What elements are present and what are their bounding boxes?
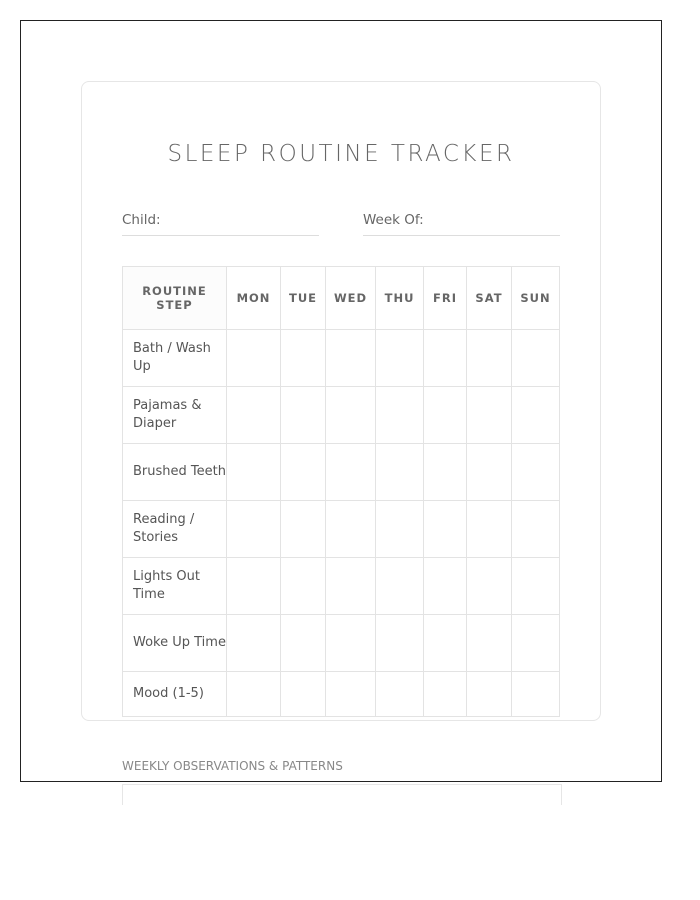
check-cell[interactable] [281, 501, 326, 558]
check-cell[interactable] [467, 387, 512, 444]
check-cell[interactable] [376, 615, 424, 672]
check-cell[interactable] [512, 672, 560, 717]
header-row [123, 267, 560, 330]
routine-step-label: Bath / Wash Up [123, 330, 227, 387]
check-cell[interactable] [467, 558, 512, 615]
check-cell[interactable] [376, 501, 424, 558]
check-cell[interactable] [281, 330, 326, 387]
check-cell[interactable] [424, 615, 467, 672]
check-cell[interactable] [467, 330, 512, 387]
check-cell[interactable] [281, 558, 326, 615]
table-row [123, 615, 560, 672]
routine-step-label: Reading / Stories [123, 501, 227, 558]
check-cell[interactable] [227, 501, 281, 558]
check-cell[interactable] [326, 672, 376, 717]
check-cell[interactable] [424, 558, 467, 615]
check-cell[interactable] [227, 444, 281, 501]
child-label: Child: [122, 212, 161, 228]
table-row [123, 330, 560, 387]
check-cell[interactable] [424, 672, 467, 717]
column-header: TUE [281, 267, 326, 330]
table-row [123, 558, 560, 615]
check-cell[interactable] [326, 501, 376, 558]
check-cell[interactable] [376, 330, 424, 387]
observations-box[interactable] [122, 784, 562, 805]
check-cell[interactable] [376, 672, 424, 717]
table-row [123, 501, 560, 558]
check-cell[interactable] [326, 330, 376, 387]
routine-step-label: Brushed Teeth [123, 444, 227, 501]
check-cell[interactable] [512, 615, 560, 672]
column-header: WED [326, 267, 376, 330]
check-cell[interactable] [512, 444, 560, 501]
table-row [123, 387, 560, 444]
page-title: SLEEP ROUTINE TRACKER [167, 141, 515, 167]
check-cell[interactable] [424, 330, 467, 387]
routine-step-label: Pajamas & Diaper [123, 387, 227, 444]
check-cell[interactable] [281, 387, 326, 444]
check-cell[interactable] [512, 558, 560, 615]
check-cell[interactable] [424, 501, 467, 558]
check-cell[interactable] [227, 672, 281, 717]
check-cell[interactable] [376, 558, 424, 615]
column-header: THU [376, 267, 424, 330]
check-cell[interactable] [326, 558, 376, 615]
check-cell[interactable] [326, 615, 376, 672]
check-cell[interactable] [376, 387, 424, 444]
column-header: SAT [467, 267, 512, 330]
check-cell[interactable] [326, 387, 376, 444]
column-header: FRI [424, 267, 467, 330]
child-field[interactable] [122, 212, 319, 236]
observations-label: WEEKLY OBSERVATIONS & PATTERNS [122, 759, 343, 773]
check-cell[interactable] [467, 672, 512, 717]
check-cell[interactable] [227, 330, 281, 387]
routine-step-label: Mood (1-5) [123, 672, 227, 717]
week-of-label: Week Of: [363, 212, 424, 228]
check-cell[interactable] [281, 672, 326, 717]
check-cell[interactable] [227, 615, 281, 672]
check-cell[interactable] [512, 501, 560, 558]
column-header: ROUTINE STEP [123, 267, 227, 330]
check-cell[interactable] [376, 444, 424, 501]
check-cell[interactable] [227, 387, 281, 444]
check-cell[interactable] [424, 387, 467, 444]
check-cell[interactable] [281, 444, 326, 501]
check-cell[interactable] [281, 615, 326, 672]
check-cell[interactable] [467, 615, 512, 672]
column-header: SUN [512, 267, 560, 330]
check-cell[interactable] [326, 444, 376, 501]
check-cell[interactable] [424, 444, 467, 501]
check-cell[interactable] [512, 387, 560, 444]
week-of-field[interactable] [363, 212, 560, 236]
check-cell[interactable] [467, 501, 512, 558]
routine-step-label: Lights Out Time [123, 558, 227, 615]
check-cell[interactable] [467, 444, 512, 501]
check-cell[interactable] [227, 558, 281, 615]
routine-table [122, 266, 560, 717]
column-header: MON [227, 267, 281, 330]
table-row [123, 672, 560, 717]
table-row [123, 444, 560, 501]
check-cell[interactable] [512, 330, 560, 387]
routine-step-label: Woke Up Time [123, 615, 227, 672]
